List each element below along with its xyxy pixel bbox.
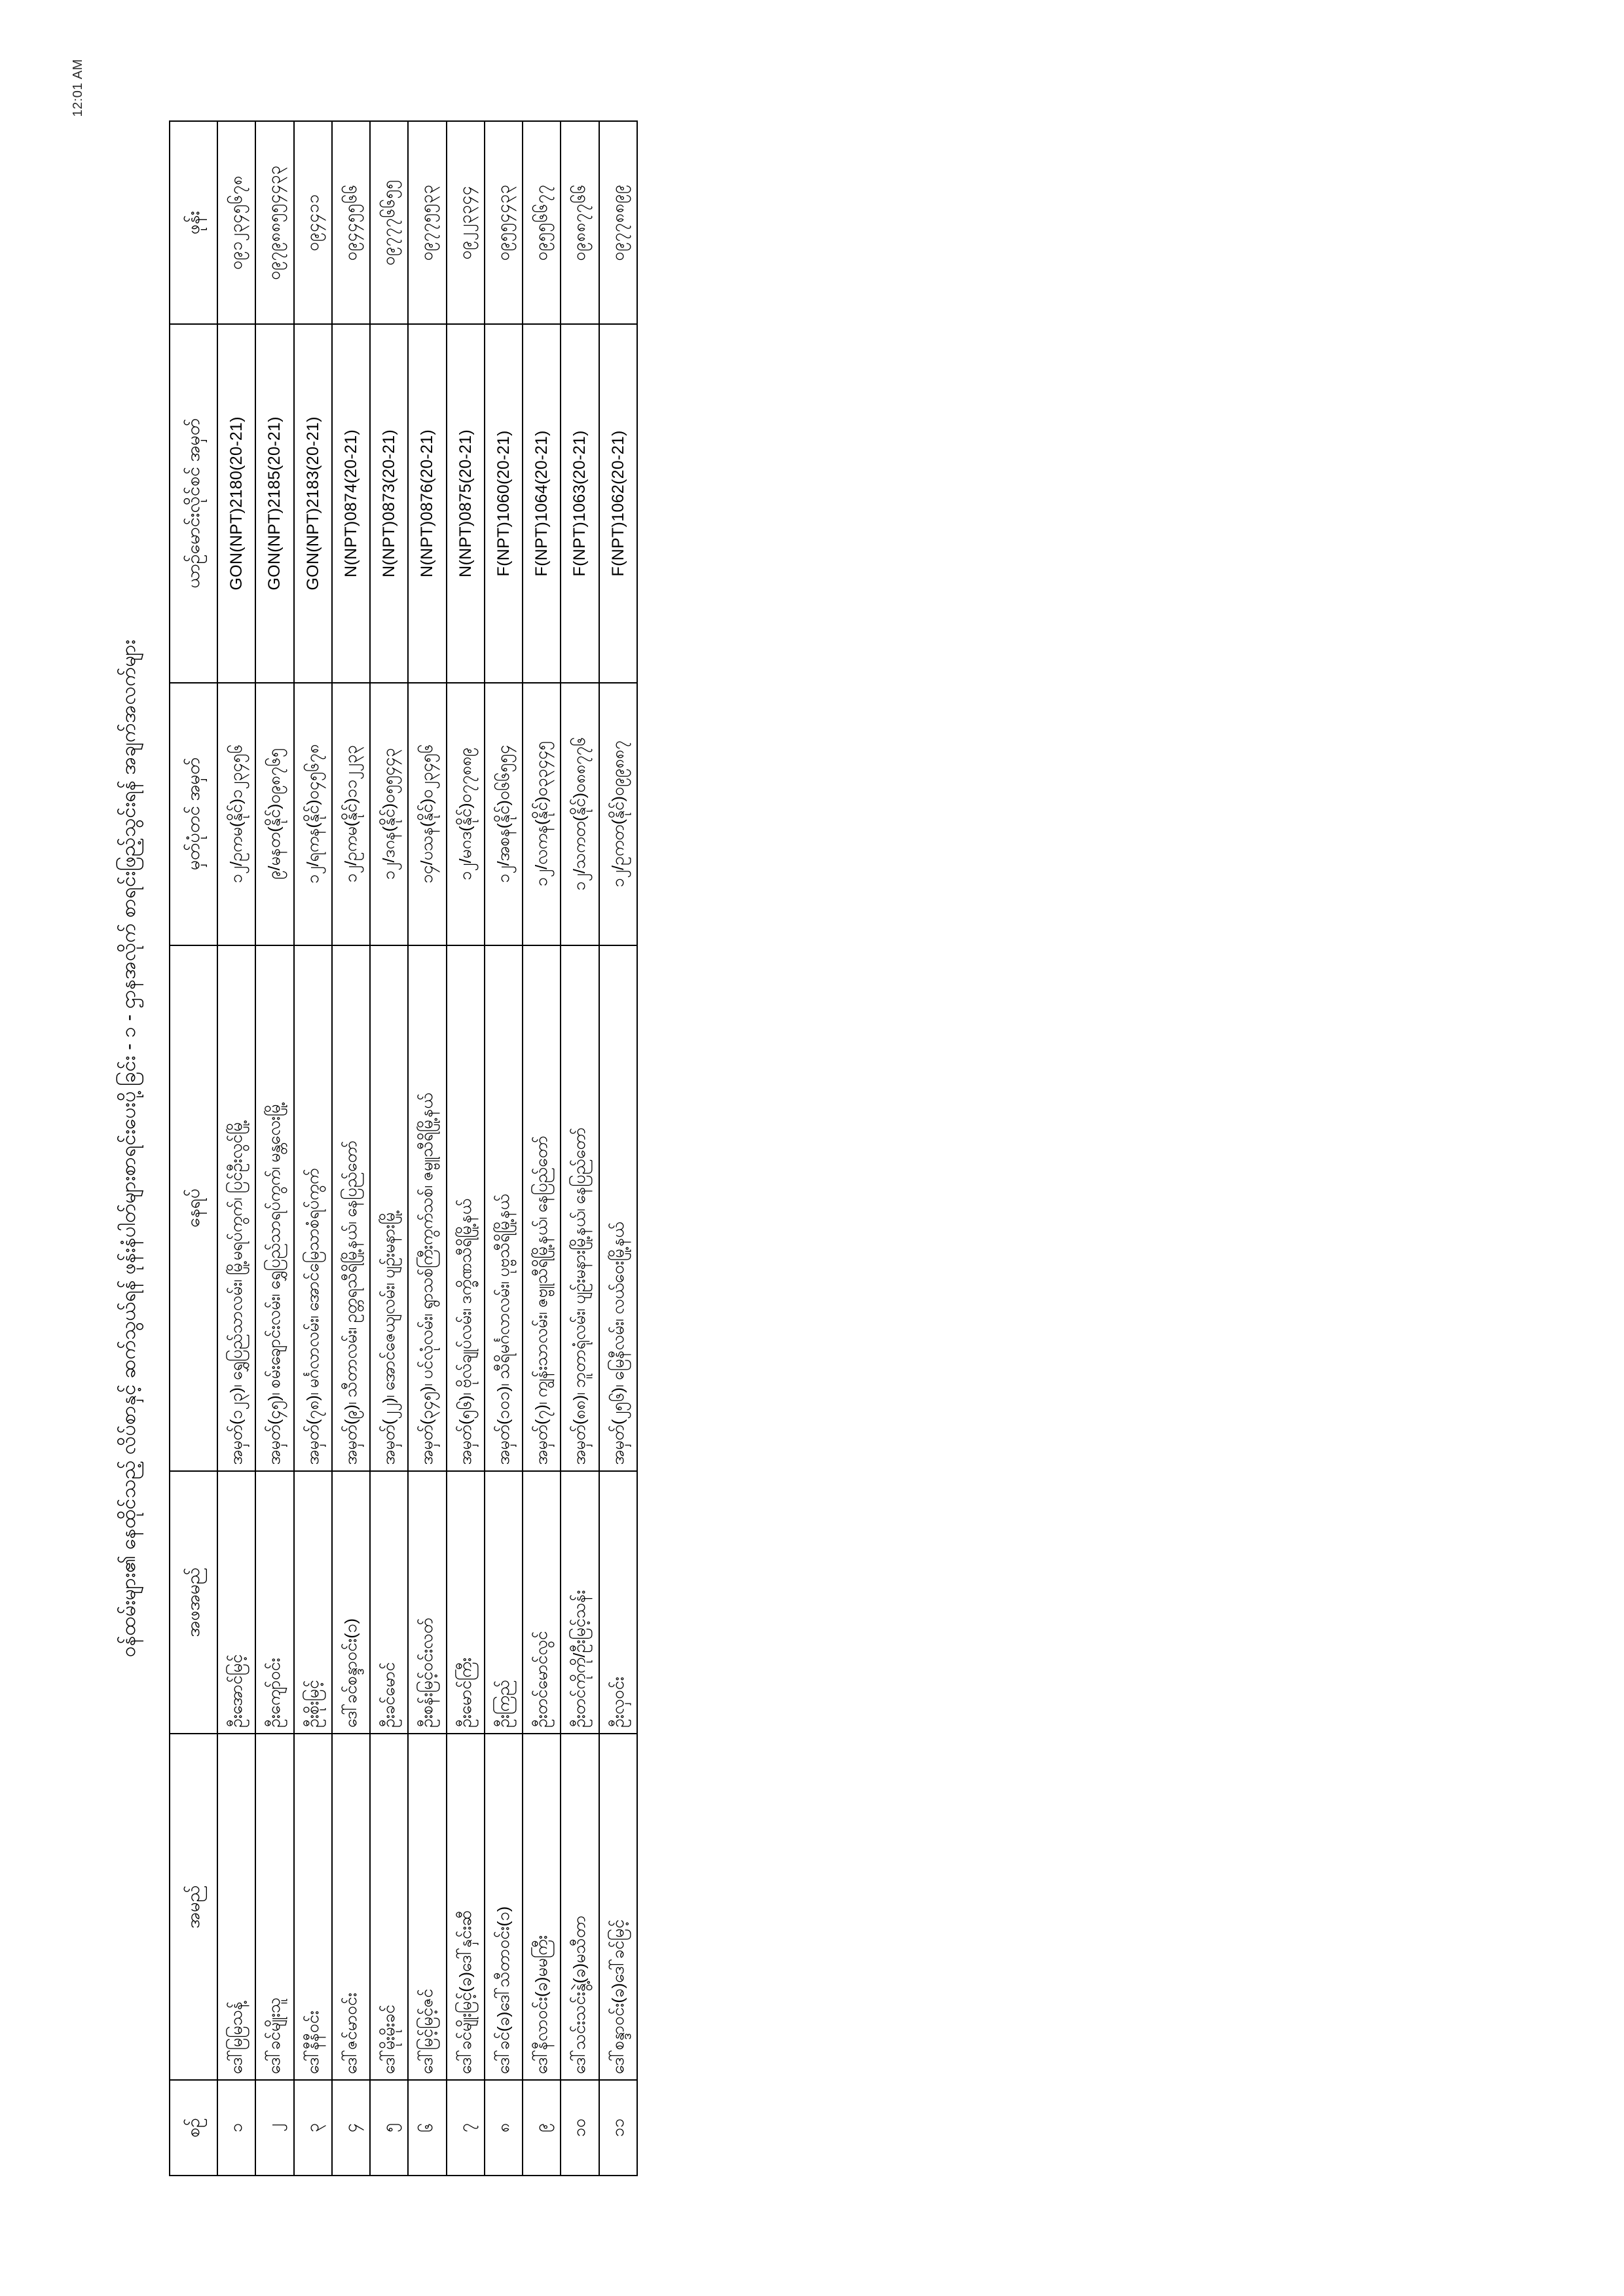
cell-nrc: ၁၂/ဥကမ(နိုင်)၁၁၂၂၃၃ xyxy=(332,682,370,945)
cell-no: ၈ xyxy=(485,2080,523,2176)
cell-name: ဒေါ်စန္ဒာဝင်း(ခ)ဒေါ်ခင်မြင့် xyxy=(599,1733,637,2079)
cell-no: ၇ xyxy=(447,2080,485,2176)
table-row xyxy=(370,121,408,2176)
cell-no: ၅ xyxy=(370,2080,408,2176)
cell-no: ၉ xyxy=(523,2080,561,2176)
cell-license: N(NPT)0873(20-21) xyxy=(370,324,408,682)
cell-address: အမှတ်(၉)၊ သီတာလမ်း၊ ဥတ္တရသီရိမြို့နယ်၊ နေပြည်တော် xyxy=(332,945,370,1470)
column-header-no: စဉ် xyxy=(170,2080,217,2176)
cell-no: ၁၀ xyxy=(561,2080,599,2176)
cell-name: ဒေါ်နီနီဝင်း xyxy=(294,1733,332,2079)
cell-license: F(NPT)1062(20-21) xyxy=(599,324,637,682)
cell-no: ၃ xyxy=(294,2080,332,2176)
cell-address: အမှတ်(၄၅)၊ စမ်းချောင်းလမ်း၊ ရွှေပြည်သာရပ်ကွက်၊ မန္တလေးမြို့ xyxy=(255,945,293,1470)
cell-name: ဒေါ်ခင်မျိုးမြင့်(ခ)ဒေါ်နှင်းဆီ xyxy=(447,1733,485,2079)
cell-phone: ၀၉၈၈၇၇၆၆ xyxy=(561,121,599,324)
cell-license: GON(NPT)2180(20-21) xyxy=(217,324,255,682)
table-row xyxy=(599,121,637,2176)
cell-phone: ၀၉၄၄၁၁ xyxy=(294,121,332,324)
cell-no: ၁ xyxy=(217,2080,255,2176)
cell-no: ၄ xyxy=(332,2080,370,2176)
cell-license: N(NPT)0875(20-21) xyxy=(447,324,485,682)
cell-father-name: ဦးစိုးမြင့် xyxy=(294,1470,332,1733)
cell-nrc: ၁၂/ဥကတ(နိုင်)၀၉၉၈၈၇ xyxy=(599,682,637,945)
cell-phone: ၀၉၇၇၇၆၆၅၅ xyxy=(370,121,408,324)
staff-contact-table-wrap xyxy=(169,120,1526,2176)
cell-father-name: ဒေါ်ခင်စန္ဒာဝင်း(၁) xyxy=(332,1470,370,1733)
scanned-page xyxy=(59,42,1565,2255)
cell-license: N(NPT)0874(20-21) xyxy=(332,324,370,682)
cell-father-name: ဦးတင်မောင်လွင် xyxy=(523,1470,561,1733)
table-header-row xyxy=(170,121,217,2176)
column-header-address: နေရပ် xyxy=(170,945,217,1470)
cell-address: အမှတ်(၈၈)၊ ဘူတာရုံလမ်း၊ ပျဉ်းမနားမြို့နယ်၊ နေပြည်တော် xyxy=(561,945,599,1470)
cell-address: အမှတ်(၇၈)၊ မင်္ဂလာလမ်း၊ အောင်မြေသာစံရပ်ကွက် xyxy=(294,945,332,1470)
cell-name: ဒေါ်ဇင်မာဝင်း xyxy=(332,1733,370,2079)
cell-phone: ၀၉၇၇၅၅၃၃ xyxy=(408,121,446,324)
table-row xyxy=(255,121,293,2176)
cell-phone: ၀၉၂၂၃၃၄၄ xyxy=(447,121,485,324)
table-row xyxy=(561,121,599,2176)
cell-phone: ၀၉၇၉၈၈၅၅၄၄၃၃ xyxy=(255,121,293,324)
cell-nrc: ၁၂/သကတ(နိုင်)၀၈၈၇၇၆ xyxy=(561,682,599,945)
cell-nrc: ၁၂/လကန(နိုင်)၀၃၃၄၄၅ xyxy=(523,682,561,945)
cell-name: ဒေါ်သင်းသင်းနွဲ့(ခ)မသီတာ xyxy=(561,1733,599,2079)
table-row xyxy=(217,121,255,2176)
cell-name: ဒေါ်မိုးမိုးခင် xyxy=(370,1733,408,2079)
cell-father-name: ဦးစန်းမြင့်ဝင်းလတ် xyxy=(408,1470,446,1733)
table-row xyxy=(485,121,523,2176)
cell-father-name: ဦးကြည် xyxy=(485,1470,523,1733)
cell-license: GON(NPT)2185(20-21) xyxy=(255,324,293,682)
cell-father-name: ဦးကျော်ဝင်း xyxy=(255,1470,293,1733)
cell-nrc: ၁၂/အစန(နိုင်)၀၆၆၅၅၄ xyxy=(485,682,523,945)
cell-address: အမှတ်(၇)၊ ကျွန်းသာလမ်း၊ ဇဗ္ဗူသီရိမြို့နယ်၊ နေပြည်တော် xyxy=(523,945,561,1470)
cell-address: အမှတ်(၁၀၁)၊ သီရိမင်္ဂလာလမ်း၊ ပုဗ္ဗသီရိမြို့နယ် xyxy=(485,945,523,1470)
column-header-nrc: မှတ်ပုံတင် အမှတ် xyxy=(170,682,217,945)
table-body xyxy=(217,121,637,2176)
cell-phone: ၀၉၄၄၅၅၆၆ xyxy=(332,121,370,324)
cell-address: အမှတ်(၂၂)၊ အောင်ဇေယျလမ်း၊ ပျဉ်းမနားမြို့ xyxy=(370,945,408,1470)
cell-no: ၁၁ xyxy=(599,2080,637,2176)
cell-father-name: ဦးလှဝင်း xyxy=(599,1470,637,1733)
cell-nrc: ၁၂/မဂဒ(နိုင်)၀၇၇၈၈၉ xyxy=(447,682,485,945)
cell-father-name: ဦးခင်မောင် xyxy=(370,1470,408,1733)
cell-phone: ၀၉၅၅၄၄၃၃ xyxy=(485,121,523,324)
cell-address: အမှတ်(၁၂၃)၊ ရွှေပြည်သာလမ်း၊ မြို့မရပ်ကွက်၊ ပြင်ဦးလွင်မြို့ xyxy=(217,945,255,1470)
scan-timestamp: 12:01 AM xyxy=(71,58,85,117)
cell-name: ဒေါ်မြမြသန့် xyxy=(217,1733,255,2079)
cell-phone: ၀၉၇၇၈၈၉၉ xyxy=(599,121,637,324)
cell-name: ဒေါ်ခင်(ခ)ဒေါ်သီတာဝင်း(၁) xyxy=(485,1733,523,2079)
column-header-license: ယာဉ်မောင်းလိုင်စင် အမှတ် xyxy=(170,324,217,682)
column-header-phone: ဖုန်း xyxy=(170,121,217,324)
staff-contact-table xyxy=(169,120,638,2176)
cell-father-name: ဦးမောင်ကြီး xyxy=(447,1470,485,1733)
cell-no: ၆ xyxy=(408,2080,446,2176)
page-title: ဝန်ထမ်းများ၏ နေထိုင်သည့် လိပ်စာနှင့် ဆက်သွယ်ရန် ဖုန်းနံပါတ်များစာရင်းပေးပို့ခြင်း - ၁ - ဌာနအလိုက် စာရင်းဖြည့်သွင်းရန် အချက်အလက်များ xyxy=(118,639,139,1657)
cell-phone: ၀၉၅၅၆၆၇၇ xyxy=(523,121,561,324)
column-header-father-name: အဖအမည် xyxy=(170,1470,217,1733)
cell-nrc: ၁၂/ဒဂန(နိုင်)၀၅၅၄၄၃ xyxy=(370,682,408,945)
column-header-name: အမည် xyxy=(170,1733,217,2079)
table-row xyxy=(332,121,370,2176)
table-row xyxy=(294,121,332,2176)
cell-license: N(NPT)0876(20-21) xyxy=(408,324,446,682)
cell-name: ဒေါ်မြင့်မြင့်ဇင် xyxy=(408,1733,446,2079)
cell-nrc: ၁၂/ရကန(နိုင်)၀၄၅၆၇၈ xyxy=(294,682,332,945)
cell-license: F(NPT)1064(20-21) xyxy=(523,324,561,682)
cell-nrc: ၁၂/ဥကမ(နိုင်)၁၂၃၄၅၆ xyxy=(217,682,255,945)
cell-license: F(NPT)1060(20-21) xyxy=(485,324,523,682)
table-row xyxy=(408,121,446,2176)
cell-name: ဒေါ်ခင်မျိုးသူ xyxy=(255,1733,293,2079)
cell-nrc: ၁၄/ပသန(နိုင်)၀၂၃၄၅၆ xyxy=(408,682,446,945)
table-row xyxy=(447,121,485,2176)
cell-address: အမှတ်(၃၄၅)၊ ပင်လုံလမ်း၊ ရွာသစ်ကြီးကွက်သစ်၊ ဇမ္ဗူသီရိမြို့နယ် xyxy=(408,945,446,1470)
cell-no: ၂ xyxy=(255,2080,293,2176)
cell-license: GON(NPT)2183(20-21) xyxy=(294,324,332,682)
table-row xyxy=(523,121,561,2176)
cell-phone: ၀၉၁၂၃၄၅၆၇၈ xyxy=(217,121,255,324)
cell-nrc: ၉/မနတ(နိုင်)၀၉၈၇၆၅ xyxy=(255,682,293,945)
cell-name: ဒေါ်နီလာဝင်း(ခ)မမကြီး xyxy=(523,1733,561,2079)
cell-father-name: ဦးအောင်မြင့် xyxy=(217,1470,255,1733)
cell-father-name: ဦးတင်ကိုကို/ဦးမြင့်သန်း xyxy=(561,1470,599,1733)
cell-address: အမှတ်(၅၆)၊ ဗိုလ်ချုပ်လမ်း၊ ဒက္ခိဏသီရိမြို့နယ် xyxy=(447,945,485,1470)
cell-license: F(NPT)1063(20-21) xyxy=(561,324,599,682)
cell-address: အမှတ်(၂၅၆)၊ မြေနီလမ်း၊ လယ်ဝေးမြို့နယ် xyxy=(599,945,637,1470)
